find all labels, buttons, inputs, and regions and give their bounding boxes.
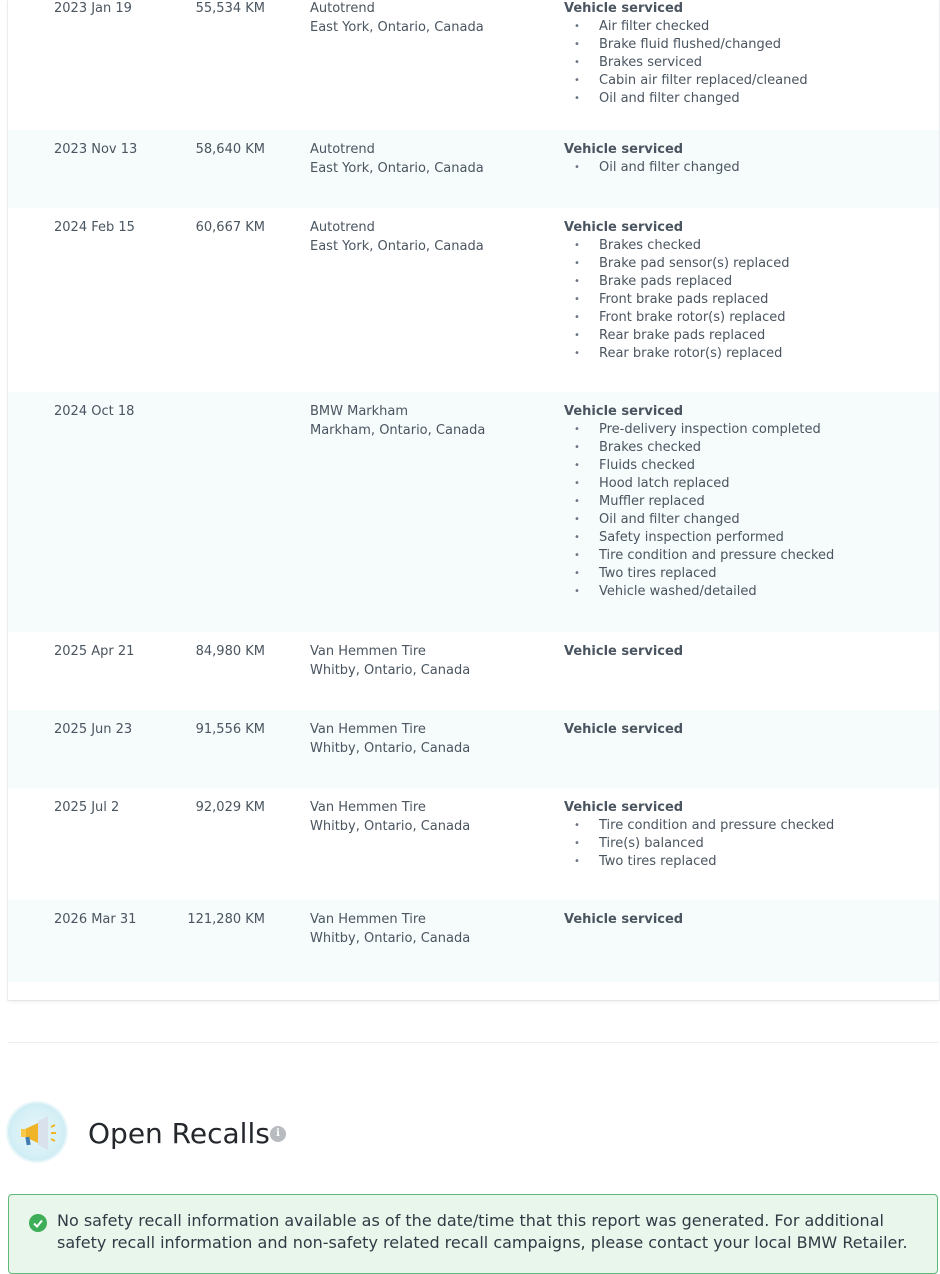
service-item-list	[564, 421, 834, 601]
service-item: • Hood latch replaced	[564, 475, 834, 493]
history-details	[564, 799, 834, 871]
history-row	[8, 392, 939, 632]
source-location: Whitby, Ontario, Canada	[310, 741, 471, 756]
open-recalls-heading: Open Recalls	[88, 1117, 270, 1150]
service-item: • Brakes serviced	[564, 54, 808, 72]
service-item: • Oil and filter changed	[564, 511, 834, 529]
history-odometer: 58,640 KM	[195, 142, 265, 157]
source-location: East York, Ontario, Canada	[310, 161, 484, 176]
history-details	[564, 403, 834, 601]
record-title: Vehicle serviced	[564, 912, 684, 927]
history-source	[310, 403, 485, 440]
service-item-list	[564, 18, 808, 108]
history-source	[310, 141, 484, 178]
history-odometer: 92,029 KM	[195, 800, 265, 815]
service-item: • Brake fluid flushed/changed	[564, 36, 808, 54]
check-circle-icon	[29, 1214, 47, 1232]
history-source	[310, 911, 470, 948]
history-details	[564, 721, 683, 739]
service-item: • Safety inspection performed	[564, 529, 834, 547]
history-date: 2025 Apr 21	[54, 644, 135, 659]
service-item: • Oil and filter changed	[564, 90, 808, 108]
history-row	[8, 0, 939, 130]
history-date: 2024 Oct 18	[54, 404, 135, 419]
source-location: Markham, Ontario, Canada	[310, 423, 486, 438]
history-source	[310, 0, 484, 37]
history-details	[564, 643, 683, 661]
service-item: • Rear brake pads replaced	[564, 327, 789, 345]
record-title: Vehicle serviced	[564, 220, 684, 235]
service-item: • Tire condition and pressure checked	[564, 817, 834, 835]
history-odometer: 91,556 KM	[195, 722, 265, 737]
history-row	[8, 788, 939, 900]
service-item: • Air filter checked	[564, 18, 808, 36]
service-item-list	[564, 237, 789, 363]
info-icon[interactable]: i	[270, 1126, 286, 1142]
service-item: • Front brake rotor(s) replaced	[564, 309, 789, 327]
source-location: East York, Ontario, Canada	[310, 20, 484, 35]
service-item: • Tire condition and pressure checked	[564, 547, 834, 565]
source-name: BMW Markham	[310, 404, 409, 419]
service-item: • Muffler replaced	[564, 493, 834, 511]
service-item: • Brakes checked	[564, 439, 834, 457]
service-item: • Pre-delivery inspection completed	[564, 421, 834, 439]
service-item: • Oil and filter changed	[564, 159, 740, 177]
service-item: • Brake pad sensor(s) replaced	[564, 255, 789, 273]
history-details	[564, 219, 789, 363]
service-item: • Brake pads replaced	[564, 273, 789, 291]
service-item: • Cabin air filter replaced/cleaned	[564, 72, 808, 90]
history-date: 2025 Jul 2	[54, 800, 120, 815]
service-item-list	[564, 817, 834, 871]
history-source	[310, 219, 484, 256]
source-location: Whitby, Ontario, Canada	[310, 931, 471, 946]
source-location: Whitby, Ontario, Canada	[310, 819, 471, 834]
source-name: Autotrend	[310, 220, 375, 235]
history-date: 2023 Jan 19	[54, 1, 132, 16]
megaphone-icon	[8, 1103, 66, 1161]
record-title: Vehicle serviced	[564, 644, 684, 659]
history-details	[564, 0, 808, 108]
history-details	[564, 911, 683, 929]
record-title: Vehicle serviced	[564, 722, 684, 737]
history-odometer: 60,667 KM	[195, 220, 265, 235]
history-source	[310, 799, 470, 836]
recall-notice-text: No safety recall information available as of the date/time that this report was generated. For additional safety recall information and non-safety related recall campaigns, please contact your local BMW Retailer.	[57, 1211, 908, 1252]
history-odometer: 55,534 KM	[195, 1, 265, 16]
history-odometer: 84,980 KM	[195, 644, 265, 659]
history-details	[564, 141, 740, 177]
service-history-table	[8, 0, 939, 1000]
source-name: Van Hemmen Tire	[310, 722, 426, 737]
history-row	[8, 208, 939, 392]
history-source	[310, 721, 470, 758]
section-divider	[8, 1042, 939, 1043]
source-name: Van Hemmen Tire	[310, 644, 426, 659]
history-odometer: 121,280 KM	[187, 912, 265, 927]
source-name: Autotrend	[310, 1, 375, 16]
service-item: • Two tires replaced	[564, 565, 834, 583]
recall-notice	[8, 1194, 938, 1274]
record-title: Vehicle serviced	[564, 142, 684, 157]
source-name: Van Hemmen Tire	[310, 912, 426, 927]
history-source	[310, 643, 470, 680]
source-location: East York, Ontario, Canada	[310, 239, 484, 254]
service-item: • Tire(s) balanced	[564, 835, 834, 853]
record-title: Vehicle serviced	[564, 404, 684, 419]
history-date: 2023 Nov 13	[54, 142, 138, 157]
history-row	[8, 632, 939, 710]
record-title: Vehicle serviced	[564, 1, 684, 16]
history-row	[8, 710, 939, 788]
record-title: Vehicle serviced	[564, 800, 684, 815]
source-location: Whitby, Ontario, Canada	[310, 663, 471, 678]
source-name: Autotrend	[310, 142, 375, 157]
source-name: Van Hemmen Tire	[310, 800, 426, 815]
service-item: • Two tires replaced	[564, 853, 834, 871]
history-row	[8, 130, 939, 208]
history-date: 2026 Mar 31	[54, 912, 137, 927]
service-item-list	[564, 159, 740, 177]
service-item: • Brakes checked	[564, 237, 789, 255]
service-item: • Fluids checked	[564, 457, 834, 475]
service-item: • Front brake pads replaced	[564, 291, 789, 309]
service-item: • Rear brake rotor(s) replaced	[564, 345, 789, 363]
service-item: • Vehicle washed/detailed	[564, 583, 834, 601]
history-date: 2025 Jun 23	[54, 722, 133, 737]
history-row	[8, 900, 939, 982]
history-date: 2024 Feb 15	[54, 220, 135, 235]
